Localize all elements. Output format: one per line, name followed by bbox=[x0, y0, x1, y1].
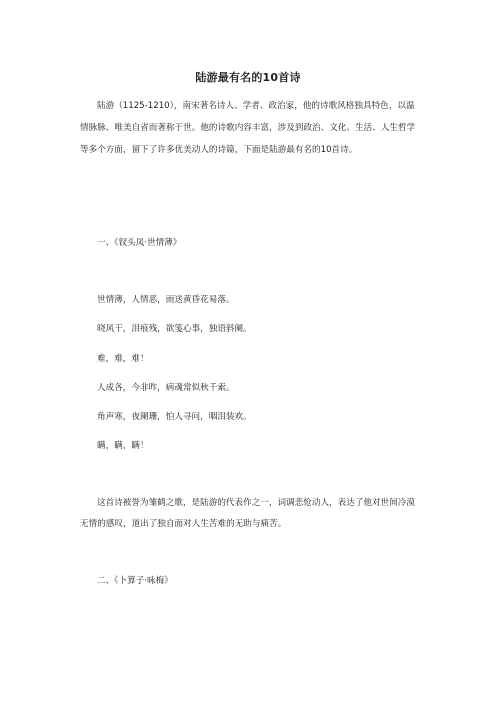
intro-paragraph: 陆游（1125-1210），南宋著名诗人、学者、政治家，他的诗歌风格独具特色，以温情脉脉、唯美自省而著称于世。他的诗歌内容丰富，涉及到政治、文化、生活、人生哲学等多个方面，留下了许多优美动人的诗篇，下面是陆游最有名的10首诗。 bbox=[80, 101, 416, 155]
poem-1-line-6: 瞒，瞒，瞒！ bbox=[97, 441, 149, 451]
poem-1-line-3: 难，难，难！ bbox=[97, 354, 149, 364]
poem-1-line-4: 人成各，今非昨，病魂常似秋千索。 bbox=[97, 383, 235, 393]
poem-1-comment: 这首诗被誉为雏鹤之歌，是陆游的代表作之一，词调悲怆动人，表达了他对世间冷漠无情的感叹，道出了独自面对人生苦难的无助与痛苦。 bbox=[80, 498, 415, 529]
poem-1-line-5: 角声寒，夜阑珊，怕人寻问，咽泪装欢。 bbox=[97, 412, 252, 422]
poem-1-line-1: 世情薄，人情恶，雨送黄昏花易落。 bbox=[97, 295, 235, 305]
poem-1-heading: 一、《钗头凤·世情薄》 bbox=[97, 238, 182, 248]
document-title: 陆游最有名的10首诗 bbox=[195, 71, 301, 84]
poem-2-heading: 二、《卜算子·咏梅》 bbox=[97, 576, 173, 586]
poem-1-line-2: 晓风干，泪痕残，欲笺心事，独语斜阑。 bbox=[97, 324, 252, 334]
